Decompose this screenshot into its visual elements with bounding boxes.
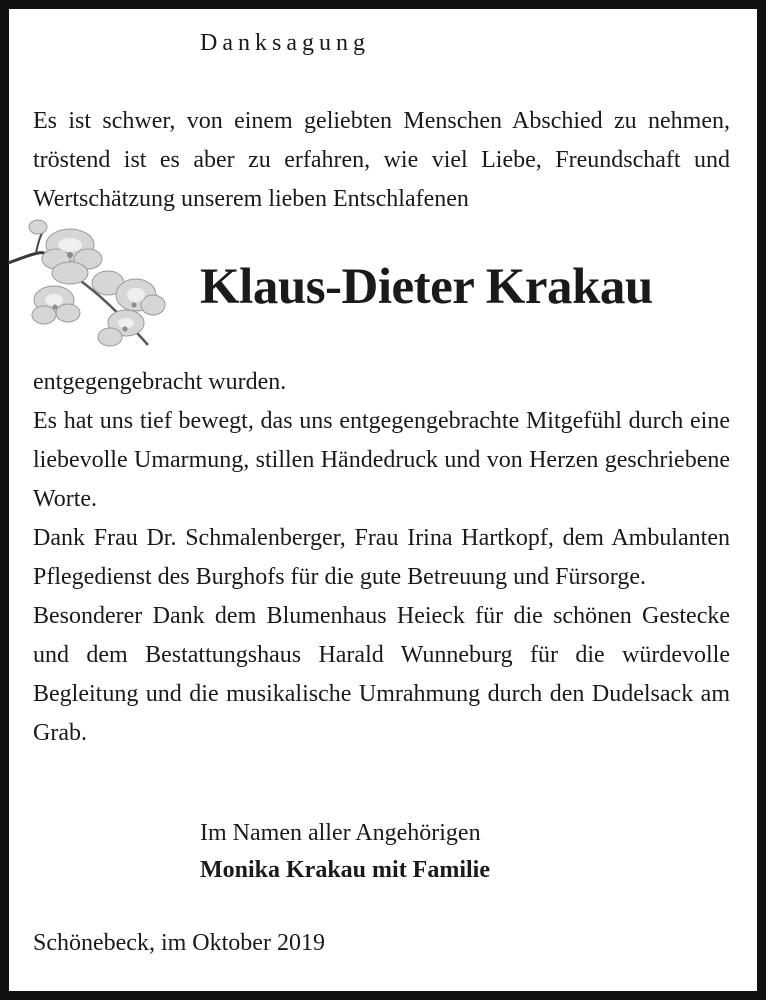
body-paragraph: Dank Frau Dr. Schmalenberger, Frau Irina Hartkopf, dem Ambulanten Pflegedienst des Burghofs für die gute Betreuung und Fürsorge. <box>33 525 730 590</box>
orchid-icon <box>8 215 173 360</box>
body-paragraph: Es hat uns tief bewegt, das uns entgegengebrachte Mitgefühl durch eine liebevolle Umarmung, stillen Händedruck und von Herzen geschriebene Worte. <box>33 408 730 512</box>
body-text <box>33 363 730 753</box>
signature-line: Im Namen aller Angehörigen <box>200 820 481 846</box>
deceased-name: Klaus-Dieter Krakau <box>200 259 653 315</box>
signature-name: Monika Krakau mit Familie <box>200 857 490 883</box>
place-date: Schönebeck, im Oktober 2019 <box>33 930 325 956</box>
body-paragraph: Besonderer Dank dem Blumenhaus Heieck für die schönen Gestecke und dem Bestattungshaus Harald Wunneburg für die würdevolle Begleitung und die musikalische Umrahmung durch den Dudelsack am Grab. <box>33 603 730 746</box>
body-paragraph: entgegengebracht wurden. <box>33 369 287 395</box>
notice-heading: Danksagung <box>200 30 370 56</box>
intro-paragraph: Es ist schwer, von einem geliebten Menschen Abschied zu nehmen, tröstend ist es aber zu erfahren, wie viel Liebe, Freundschaft und Wertschätzung unserem lieben Entschlafenen <box>33 108 730 212</box>
